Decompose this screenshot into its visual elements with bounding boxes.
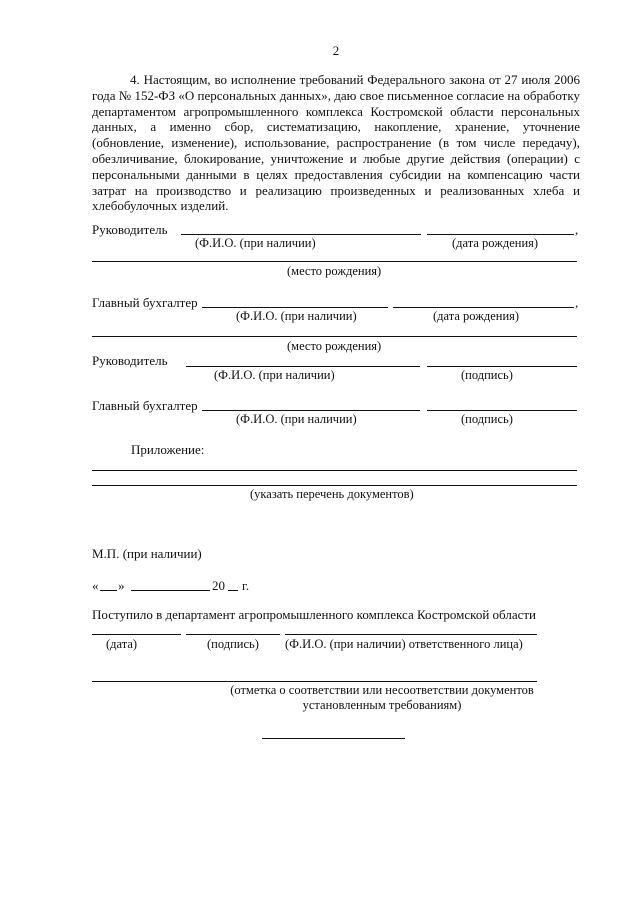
- compliance-caption-2: установленным требованиям): [302, 698, 462, 712]
- accountant-sign-fio-line[interactable]: [202, 410, 420, 411]
- date-close-quote: »: [118, 578, 125, 593]
- consent-paragraph: 4. Настоящим, во исполнение требований Федерального закона от 27 июля 2006 года № 152-ФЗ «О персональных данных», даю свое письменное согласие на обработку департаментом агропромышленного комплекса Костромской области персональных данных, а именно сбор, систематизацию, накопление, хранение, уточнение (обновление, изменение), использование, распространение (в том числе передачу), обезличивание, блокирование, уничтожение и любые другие действия (операции) с персональными данными в целях предоставления субсидии на компенсацию части затрат на производство и реализацию произведенных и реализованных хлеба и хлебобулочных изделий.: [92, 72, 580, 214]
- attachment-caption: (указать перечень документов): [250, 487, 414, 501]
- date-year-line[interactable]: [228, 590, 238, 591]
- accountant-pob-caption: (место рождения): [287, 339, 382, 353]
- accountant-signature-line[interactable]: [427, 410, 577, 411]
- date-month-line[interactable]: [131, 590, 210, 591]
- received-fio-line[interactable]: [285, 634, 537, 635]
- date-open-quote: «: [92, 578, 99, 593]
- accountant-sign-fio-caption: (Ф.И.О. (при наличии): [236, 412, 357, 426]
- director-pob-line[interactable]: [92, 261, 577, 262]
- attachment-line-2[interactable]: [92, 485, 577, 486]
- closing-separator: [262, 738, 405, 739]
- stamp-label: М.П. (при наличии): [92, 546, 202, 561]
- received-date-caption: (дата): [106, 637, 138, 651]
- attachment-line-1[interactable]: [92, 470, 577, 471]
- date-year-prefix: 20: [212, 578, 225, 593]
- director-sign-fio-line[interactable]: [186, 366, 420, 367]
- received-text: Поступило в департамент агропромышленного комплекса Костромской области: [92, 607, 536, 622]
- director-fio-line[interactable]: [181, 234, 421, 235]
- director-dob-caption: (дата рождения): [452, 236, 539, 250]
- accountant-fio-line[interactable]: [202, 307, 388, 308]
- received-date-line[interactable]: [92, 634, 181, 635]
- director-comma: ,: [575, 222, 579, 237]
- director-label: Руководитель: [92, 222, 168, 237]
- date-day-line[interactable]: [100, 590, 117, 591]
- accountant-dob-line[interactable]: [393, 307, 574, 308]
- accountant-dob-caption: (дата рождения): [433, 309, 520, 323]
- accountant-pob-line[interactable]: [92, 336, 577, 337]
- accountant-signature-caption: (подпись): [461, 412, 513, 426]
- director-sign-label: Руководитель: [92, 353, 168, 368]
- received-sign-line[interactable]: [186, 634, 280, 635]
- attachment-label: Приложение:: [131, 442, 205, 457]
- director-sign-fio-caption: (Ф.И.О. (при наличии): [214, 368, 335, 382]
- director-dob-line[interactable]: [427, 234, 574, 235]
- compliance-caption-1: (отметка о соответствии или несоответствии документов: [230, 683, 534, 697]
- director-fio-caption: (Ф.И.О. (при наличии): [195, 236, 316, 250]
- director-signature-line[interactable]: [427, 366, 577, 367]
- accountant-comma: ,: [575, 295, 579, 310]
- received-fio-caption: (Ф.И.О. (при наличии) ответственного лица): [285, 637, 523, 651]
- director-pob-caption: (место рождения): [287, 264, 382, 278]
- accountant-sign-label: Главный бухгалтер: [92, 398, 198, 413]
- accountant-fio-caption: (Ф.И.О. (при наличии): [236, 309, 357, 323]
- compliance-line[interactable]: [92, 681, 537, 682]
- accountant-label: Главный бухгалтер: [92, 295, 198, 310]
- page-number: 2: [332, 43, 340, 58]
- director-signature-caption: (подпись): [461, 368, 513, 382]
- date-year-suffix: г.: [242, 578, 250, 593]
- received-sign-caption: (подпись): [207, 637, 259, 651]
